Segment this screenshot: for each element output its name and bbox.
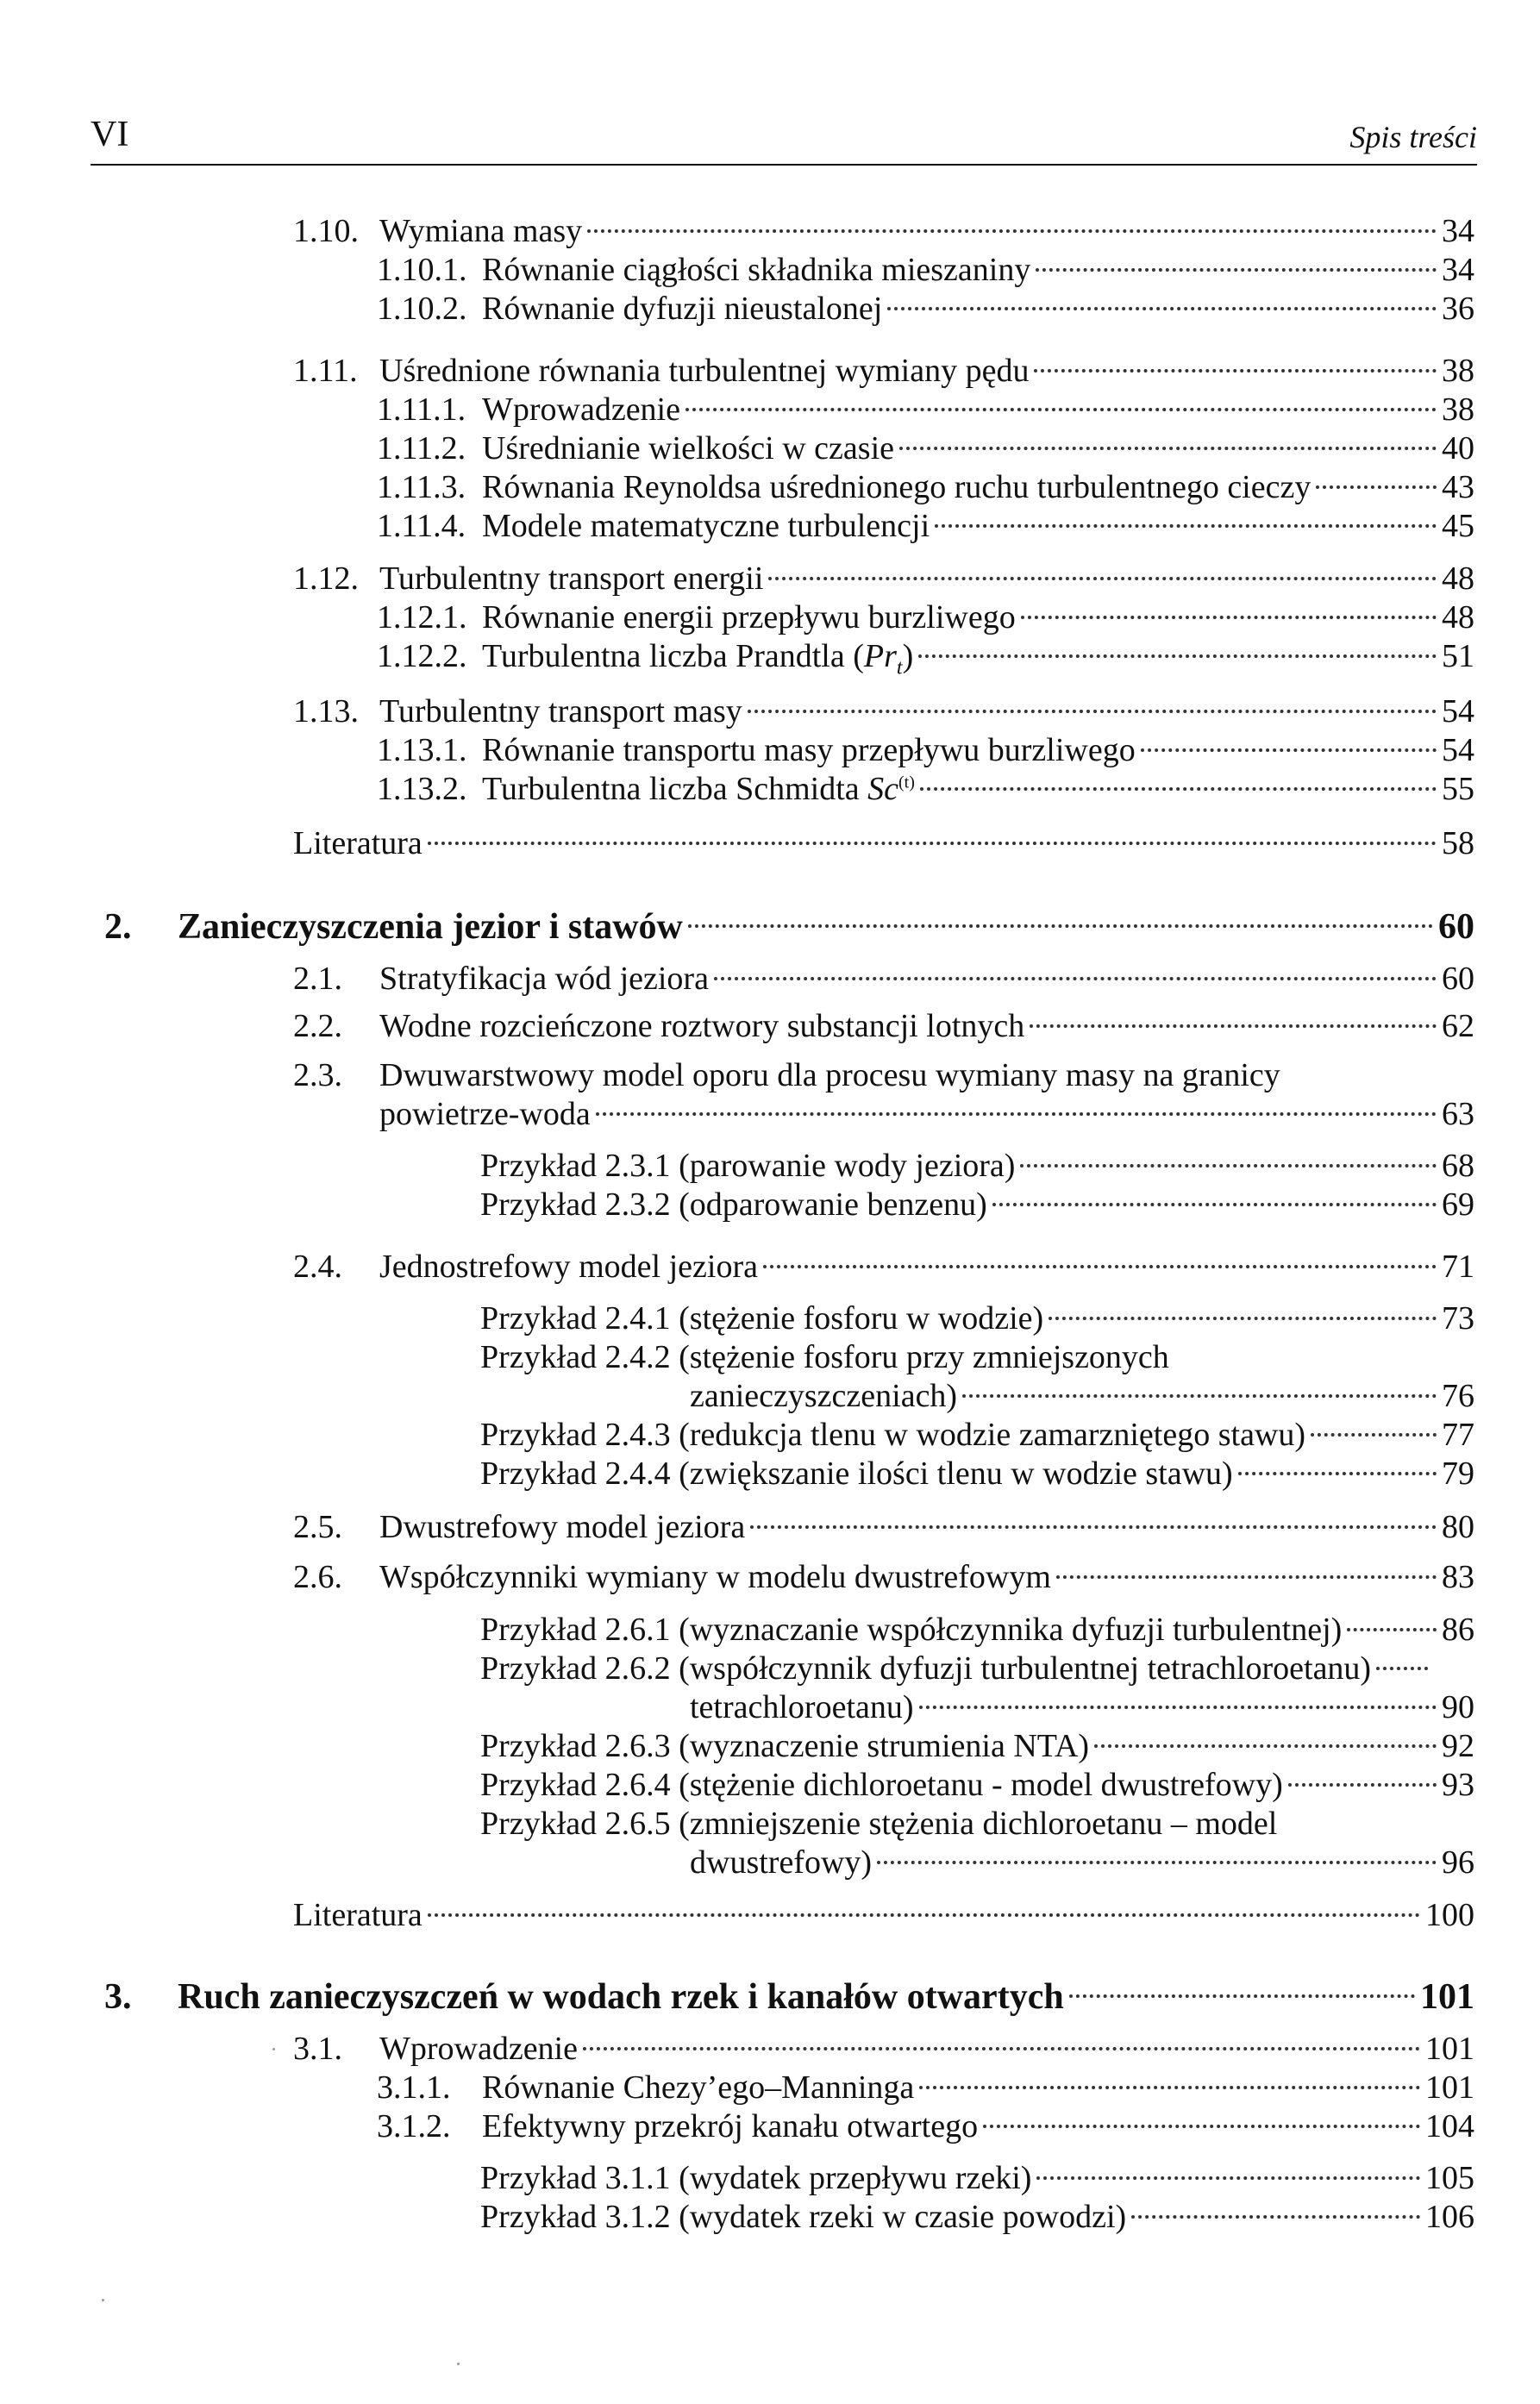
entry-title: Wodne rozcieńczone roztwory substancji lotnych: [379, 1008, 1025, 1044]
section-number: 3.1.1.: [377, 2069, 451, 2106]
section-number: 1.11.: [293, 353, 358, 389]
entry-title: Jednostrefowy model jeziora: [379, 1249, 758, 1285]
page-ref: 100: [1425, 1897, 1474, 1933]
toc-entry: [377, 250, 1474, 290]
entry-title: Turbulentna liczba Schmidta Sc$^{(t)}$: [482, 771, 915, 807]
toc-entry: [377, 2107, 1474, 2146]
toc-example-first-line: [480, 1649, 1474, 1688]
dot-leader: [1036, 2176, 1420, 2180]
dot-leader: [1131, 2215, 1420, 2219]
entry-title: Równanie dyfuzji nieustalonej: [482, 291, 883, 327]
section-number: 3.1.: [293, 2031, 342, 2067]
page-ref: 69: [1442, 1186, 1474, 1223]
dot-leader: [1036, 268, 1437, 272]
toc-example-first-line: [480, 1337, 1169, 1377]
section-number: 1.10.1.: [377, 252, 467, 288]
toc-example: [480, 2197, 1474, 2237]
section-number: 1.13.1.: [377, 732, 467, 768]
page-ref: 77: [1442, 1417, 1474, 1453]
dot-leader: [685, 408, 1437, 411]
page-ref: 92: [1442, 1728, 1474, 1764]
dot-leader: [1141, 748, 1437, 752]
entry-title: Wprowadzenie: [379, 2031, 578, 2067]
page-ref: 34: [1442, 213, 1474, 249]
toc-example: [480, 1765, 1474, 1805]
dot-leader: [583, 2047, 1420, 2050]
example-title: Przykład 3.1.1 (wydatek przepływu rzeki): [480, 2160, 1032, 2196]
toc-entry-literature: [293, 823, 1474, 863]
dot-leader: [428, 1913, 1420, 1917]
entry-title: Równania Reynoldsa uśrednionego ruchu turbulentnego cieczy: [482, 469, 1312, 505]
toc-entry: [377, 2068, 1474, 2107]
toc-entry: [377, 390, 1474, 429]
entry-title: Równanie Chezy’ego–Manninga: [482, 2069, 915, 2106]
example-title-continuation: tetrachloroetanu): [690, 1689, 914, 1725]
example-title: Przykład 2.6.5 (zmniejszenie stężenia dichloroetanu – model: [480, 1806, 1278, 1842]
toc-entry: [377, 429, 1474, 468]
example-title: Przykład 2.4.4 (zwiększanie ilości tlenu w wodzie stawu): [480, 1456, 1233, 1492]
toc-chapter: [104, 905, 1474, 948]
section-number: 1.10.2.: [377, 291, 467, 327]
prandtl-symbol: Pr: [863, 638, 897, 674]
page-header: [91, 110, 1477, 166]
section-number: 3.1.2.: [377, 2108, 451, 2144]
page-ref: 60: [1442, 961, 1474, 997]
page-ref: 51: [1442, 638, 1474, 674]
page-ref: 73: [1442, 1300, 1474, 1337]
toc-example-continuation: [690, 1843, 1474, 1882]
example-title: Przykład 2.6.3 (wyznaczenie strumienia NTA): [480, 1728, 1090, 1764]
page-ref: 106: [1425, 2199, 1474, 2235]
dot-leader: [1030, 1024, 1437, 1028]
toc-example: [480, 2158, 1474, 2198]
toc-example: [480, 1610, 1474, 1650]
page-ref: 62: [1442, 1008, 1474, 1044]
toc-entry: [293, 1247, 1474, 1287]
page-ref: 105: [1425, 2160, 1474, 2196]
section-number: 1.11.1.: [377, 391, 466, 428]
dot-leader: [1094, 1744, 1437, 1748]
example-title: Przykład 2.6.2 (współczynnik dyfuzji turbulentnej tetrachloroetanu): [480, 1650, 1372, 1687]
page-ref: 34: [1442, 252, 1474, 288]
entry-title: Turbulentna liczba Prandtla $(Pr_t)$: [482, 636, 913, 676]
toc-entry: [293, 351, 1474, 391]
chapter-title: Ruch zanieczyszczeń w wodach rzek i kanałów otwartych: [178, 1977, 1064, 2017]
page-ref: 86: [1442, 1612, 1474, 1648]
entry-title-continuation: powietrze-woda: [379, 1096, 591, 1132]
page-ref: 55: [1442, 771, 1474, 807]
page-ref: 40: [1442, 430, 1474, 466]
chapter-title: Zanieczyszczenia jezior i stawów: [178, 907, 683, 947]
toc-entry: [293, 1507, 1474, 1547]
toc-example: [480, 1146, 1474, 1186]
page-ref: 80: [1442, 1509, 1474, 1545]
dot-leader: [919, 1706, 1437, 1709]
section-number: 2.4.: [293, 1249, 342, 1285]
toc-example-continuation: [690, 1687, 1474, 1727]
section-number: 2.1.: [293, 961, 342, 997]
entry-title: Modele matematyczne turbulencji: [482, 508, 930, 544]
example-title-continuation: dwustrefowy): [690, 1844, 873, 1881]
toc-entry-continuation: [379, 1094, 1474, 1134]
entry-title: Turbulentny transport masy: [379, 693, 742, 729]
page-ref: 104: [1425, 2108, 1474, 2144]
dot-leader: [1347, 1628, 1437, 1631]
dot-leader: [688, 924, 1433, 928]
toc-entry: [293, 1006, 1474, 1046]
section-number: 2.3.: [293, 1057, 342, 1093]
page-ref: 101: [1420, 1977, 1474, 2017]
section-number: 1.12.: [293, 560, 359, 597]
page-ref: 54: [1442, 732, 1474, 768]
page-number: VI: [91, 115, 129, 154]
dot-leader: [763, 1265, 1437, 1268]
entry-title: Dwustrefowy model jeziora: [379, 1509, 746, 1545]
chapter-number: 3.: [104, 1977, 132, 2017]
toc-entry: [293, 211, 1474, 251]
section-number: 1.12.2.: [377, 638, 467, 674]
page-ref: 54: [1442, 693, 1474, 729]
toc-entry-literature: [293, 1895, 1474, 1935]
page-ref: 79: [1442, 1456, 1474, 1492]
dot-leader: [918, 654, 1437, 658]
toc-entry: [377, 598, 1474, 637]
page-ref: 60: [1438, 907, 1474, 947]
dot-leader: [1069, 1994, 1415, 1998]
entry-title: Wymiana masy: [379, 213, 583, 249]
dot-leader: [877, 1861, 1437, 1864]
toc-entry: [293, 692, 1474, 731]
page-ref: 48: [1442, 560, 1474, 597]
dot-leader: [1376, 1667, 1428, 1670]
toc-entry: [293, 1557, 1474, 1597]
page-ref: 90: [1442, 1689, 1474, 1725]
dot-leader: [1288, 1783, 1437, 1787]
entry-title: Turbulentny transport energii: [379, 560, 764, 597]
section-number: 1.12.1.: [377, 599, 467, 635]
toc-example: [480, 1726, 1474, 1766]
page-ref: 101: [1425, 2069, 1474, 2106]
dot-leader: [750, 1525, 1437, 1529]
page-ref: 71: [1442, 1249, 1474, 1285]
toc-entry: [293, 559, 1474, 598]
toc-entry: [377, 506, 1474, 546]
section-number: 1.13.: [293, 693, 359, 729]
example-title: Przykład 2.4.3 (redukcja tlenu w wodzie zamarzniętego stawu): [480, 1417, 1306, 1453]
entry-title: Równanie ciągłości składnika mieszaniny: [482, 252, 1031, 288]
dot-leader: [428, 842, 1437, 845]
toc-example: [480, 1299, 1474, 1338]
section-number: 2.2.: [293, 1008, 342, 1044]
entry-title: Literatura: [293, 825, 423, 861]
dot-leader: [1020, 1164, 1437, 1168]
dot-leader: [768, 577, 1437, 580]
section-number: 1.11.4.: [377, 508, 466, 544]
page-ref: 38: [1442, 353, 1474, 389]
schmidt-superscript: (t): [898, 773, 915, 792]
toc-example: [480, 1415, 1474, 1455]
dot-leader: [935, 524, 1437, 528]
page-ref: 63: [1442, 1096, 1474, 1132]
page-ref: 58: [1442, 825, 1474, 861]
dot-leader: [920, 787, 1437, 791]
dot-leader: [887, 307, 1437, 310]
toc-entry: [377, 467, 1474, 507]
page-ref: 68: [1442, 1148, 1474, 1184]
entry-title: Efektywny przekrój kanału otwartego: [482, 2108, 979, 2144]
page-ref: 101: [1425, 2031, 1474, 2067]
entry-title: Równanie energii przepływu burzliwego: [482, 599, 1016, 635]
page-ref: 93: [1442, 1767, 1474, 1803]
example-title: Przykład 2.4.1 (stężenie fosforu w wodzie): [480, 1300, 1044, 1337]
toc-example-first-line: [480, 1804, 1277, 1844]
page-ref: 76: [1442, 1378, 1474, 1414]
schmidt-symbol: Sc: [867, 771, 899, 807]
section-number: 1.11.2.: [377, 430, 466, 466]
example-title: Przykład 2.6.1 (wyznaczanie współczynnika dyfuzji turbulentnej): [480, 1612, 1343, 1648]
dot-leader: [899, 447, 1437, 450]
toc-example-continuation: [690, 1376, 1474, 1416]
section-number: 2.5.: [293, 1509, 342, 1545]
toc-entry-first-line: [293, 1055, 1280, 1095]
entry-title: Uśrednione równania turbulentnej wymiany pędu: [379, 353, 1030, 389]
dot-leader: [992, 1203, 1437, 1206]
page-ref: 45: [1442, 508, 1474, 544]
dot-leader: [1311, 1433, 1437, 1437]
dot-leader: [1034, 369, 1437, 372]
entry-title: Stratyfikacja wód jeziora: [379, 961, 709, 997]
dot-leader: [587, 229, 1437, 233]
dot-leader: [962, 1394, 1437, 1398]
page-ref: 48: [1442, 599, 1474, 635]
chapter-number: 2.: [104, 907, 132, 947]
section-number: 1.13.2.: [377, 771, 467, 807]
dot-leader: [714, 977, 1437, 980]
entry-title: Równanie transportu masy przepływu burzliwego: [482, 732, 1136, 768]
example-title: Przykład 2.4.2 (stężenie fosforu przy zmniejszonych: [480, 1339, 1169, 1375]
dot-leader: [748, 710, 1437, 713]
section-number: 2.6.: [293, 1559, 342, 1595]
example-title: Przykład 2.6.4 (stężenie dichloroetanu - model dwustrefowy): [480, 1767, 1283, 1803]
dot-leader: [1021, 616, 1437, 619]
example-title: Przykład 2.3.2 (odparowanie benzenu): [480, 1186, 987, 1223]
entry-title: Uśrednianie wielkości w czasie: [482, 430, 894, 466]
toc-entry: [377, 769, 1474, 809]
toc-entry: [293, 2029, 1474, 2069]
running-title: Spis treści: [1349, 120, 1477, 154]
entry-title: Dwuwarstwowy model oporu dla procesu wymiany masy na granicy: [379, 1057, 1280, 1093]
page-ref: 83: [1442, 1559, 1474, 1595]
toc-example: [480, 1185, 1474, 1224]
dot-leader: [1316, 485, 1437, 489]
dot-leader: [1056, 1575, 1437, 1579]
section-number: 1.10.: [293, 213, 359, 249]
example-title: Przykład 3.1.2 (wydatek rzeki w czasie powodzi): [480, 2199, 1127, 2235]
example-title-continuation: zanieczyszczeniach): [690, 1378, 958, 1414]
section-number: 1.11.3.: [377, 469, 466, 505]
toc-chapter: [104, 1975, 1474, 2019]
toc-entry: [377, 636, 1474, 676]
dot-leader: [919, 2086, 1420, 2089]
entry-title: Wprowadzenie: [482, 391, 680, 428]
page-ref: 38: [1442, 391, 1474, 428]
toc-example: [480, 1454, 1474, 1493]
toc-entry: [293, 959, 1474, 999]
toc-entry: [377, 730, 1474, 770]
dot-leader: [1049, 1317, 1437, 1320]
page-ref: 43: [1442, 469, 1474, 505]
page-ref: 36: [1442, 291, 1474, 327]
dot-leader: [1238, 1472, 1437, 1475]
dot-leader: [983, 2125, 1420, 2128]
prandtl-subscript: t: [896, 656, 903, 676]
example-title: Przykład 2.3.1 (parowanie wody jeziora): [480, 1148, 1016, 1184]
dot-leader: [596, 1112, 1437, 1116]
entry-title: Literatura: [293, 1897, 423, 1933]
toc-entry: [377, 289, 1474, 329]
entry-title: Współczynniki wymiany w modelu dwustrefowym: [379, 1559, 1051, 1595]
page-ref: 96: [1442, 1844, 1474, 1881]
